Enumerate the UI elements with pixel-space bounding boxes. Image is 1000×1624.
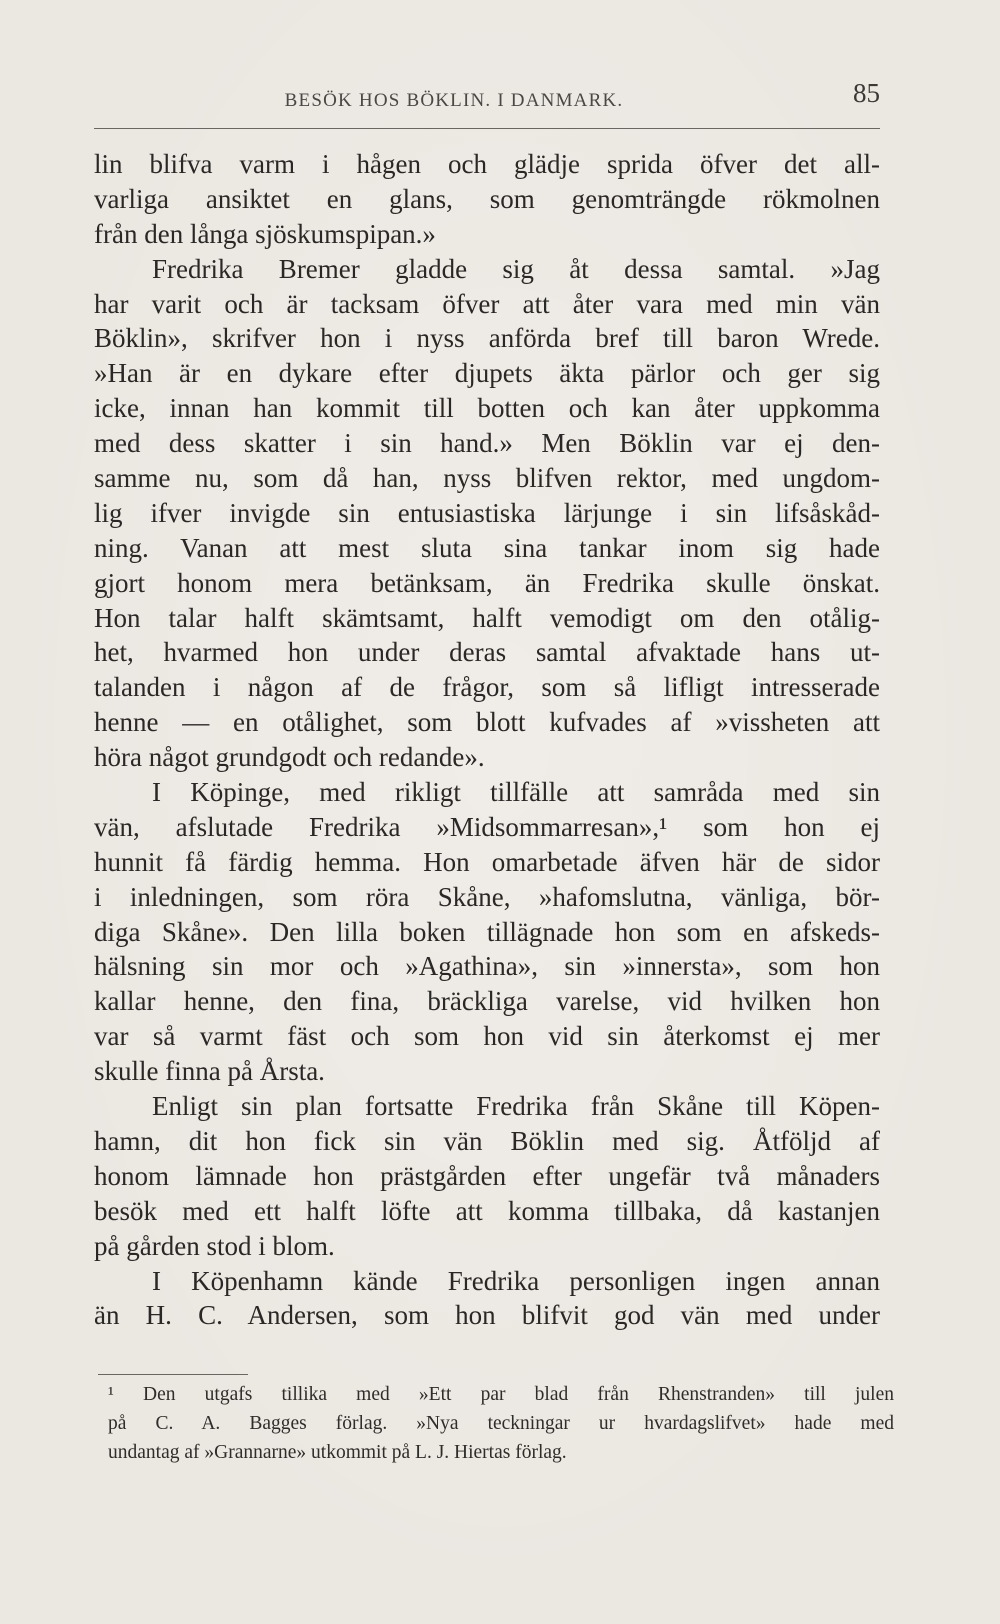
text-line: hunnit få färdig hemma. Hon omarbetade äfven här de sidor (94, 846, 880, 877)
footnote-line: ¹ Den utgafs tillika med »Ett par blad från Rhenstranden» till julen (108, 1384, 894, 1405)
text-line: het, hvarmed hon under deras samtal afvaktade hans ut- (94, 637, 880, 668)
header-rule (94, 128, 880, 129)
footnote-line: undantag af »Grannarne» utkommit på L. J. Hiertas förlag. (108, 1442, 567, 1463)
text-line: talanden i någon af de frågor, som så lifligt intresserade (94, 672, 880, 703)
footnotes (108, 1380, 894, 1467)
text-line: Böklin», skrifver hon i nyss anförda bref till baron Wrede. (94, 323, 880, 354)
text-line: lin blifva varm i hågen och glädje sprida öfver det all- (94, 149, 880, 179)
text-line: samme nu, som då han, nyss blifven rektor, med ungdom- (94, 463, 880, 494)
text-line: varliga ansiktet en glans, som genomträngde rökmolnen (94, 183, 880, 214)
text-line: I Köpenhamn kände Fredrika personligen ingen annan (152, 1265, 880, 1296)
text-line: I Köpinge, med rikligt tillfälle att samråda med sin (152, 777, 880, 808)
footnote-rule (98, 1374, 248, 1375)
text-line: henne — en otålighet, som blott kufvades af »vissheten att (94, 707, 880, 738)
running-head (94, 78, 880, 118)
text-line: ning. Vanan att mest sluta sina tankar inom sig hade (94, 532, 880, 563)
text-line: »Han är en dykare efter djupets äkta pärlor och ger sig (94, 358, 880, 389)
text-line: var så varmt fäst och som hon vid sin återkomst ej mer (94, 1021, 880, 1052)
footnote-line: på C. A. Bagges förlag. »Nya teckningar ur hvardagslifvet» hade med (108, 1413, 894, 1434)
text-line: hamn, dit hon fick sin vän Böklin med sig. Åtföljd af (94, 1125, 880, 1156)
text-line: från den långa sjöskumspipan.» (94, 218, 436, 249)
text-line: besök med ett halft löfte att komma tillbaka, då kastanjen (94, 1195, 880, 1226)
text-line: höra något grundgodt och redande». (94, 742, 485, 773)
text-line: än H. C. Andersen, som hon blifvit god vän med under (94, 1300, 880, 1331)
body-text (94, 147, 880, 1333)
text-line: skulle finna på Årsta. (94, 1056, 325, 1087)
text-line: diga Skåne». Den lilla boken tillägnade hon som en afskeds- (94, 916, 880, 947)
text-line: Fredrika Bremer gladde sig åt dessa samtal. »Jag (152, 253, 880, 284)
text-line: Enligt sin plan fortsatte Fredrika från Skåne till Köpen- (152, 1091, 880, 1122)
text-line: i inledningen, som röra Skåne, »hafomslutna, vänliga, bör- (94, 881, 880, 912)
text-line: lig ifver invigde sin entusiastiska lärjunge i sin lifsåskåd- (94, 497, 880, 528)
text-line: har varit och är tacksam öfver att åter vara med min vän (94, 288, 880, 319)
text-line: på gården stod i blom. (94, 1230, 335, 1261)
running-title: BESÖK HOS BÖKLIN. I DANMARK. (284, 90, 624, 111)
text-line: honom lämnade hon prästgården efter ungefär två månaders (94, 1160, 880, 1191)
text-line: gjort honom mera betänksam, än Fredrika skulle önskat. (94, 567, 880, 598)
text-line: kallar henne, den fina, bräckliga varelse, vid hvilken hon (94, 986, 880, 1017)
text-line: icke, innan han kommit till botten och kan åter uppkomma (94, 393, 880, 424)
text-line: Hon talar halft skämtsamt, halft vemodigt om den otålig- (94, 602, 880, 633)
text-line: med dess skatter i sin hand.» Men Böklin var ej den- (94, 428, 880, 459)
text-line: vän, afslutade Fredrika »Midsommarresan»,¹ som hon ej (94, 811, 880, 842)
text-line: hälsning sin mor och »Agathina», sin »innersta», som hon (94, 951, 880, 982)
page-number: 85 (853, 78, 880, 108)
